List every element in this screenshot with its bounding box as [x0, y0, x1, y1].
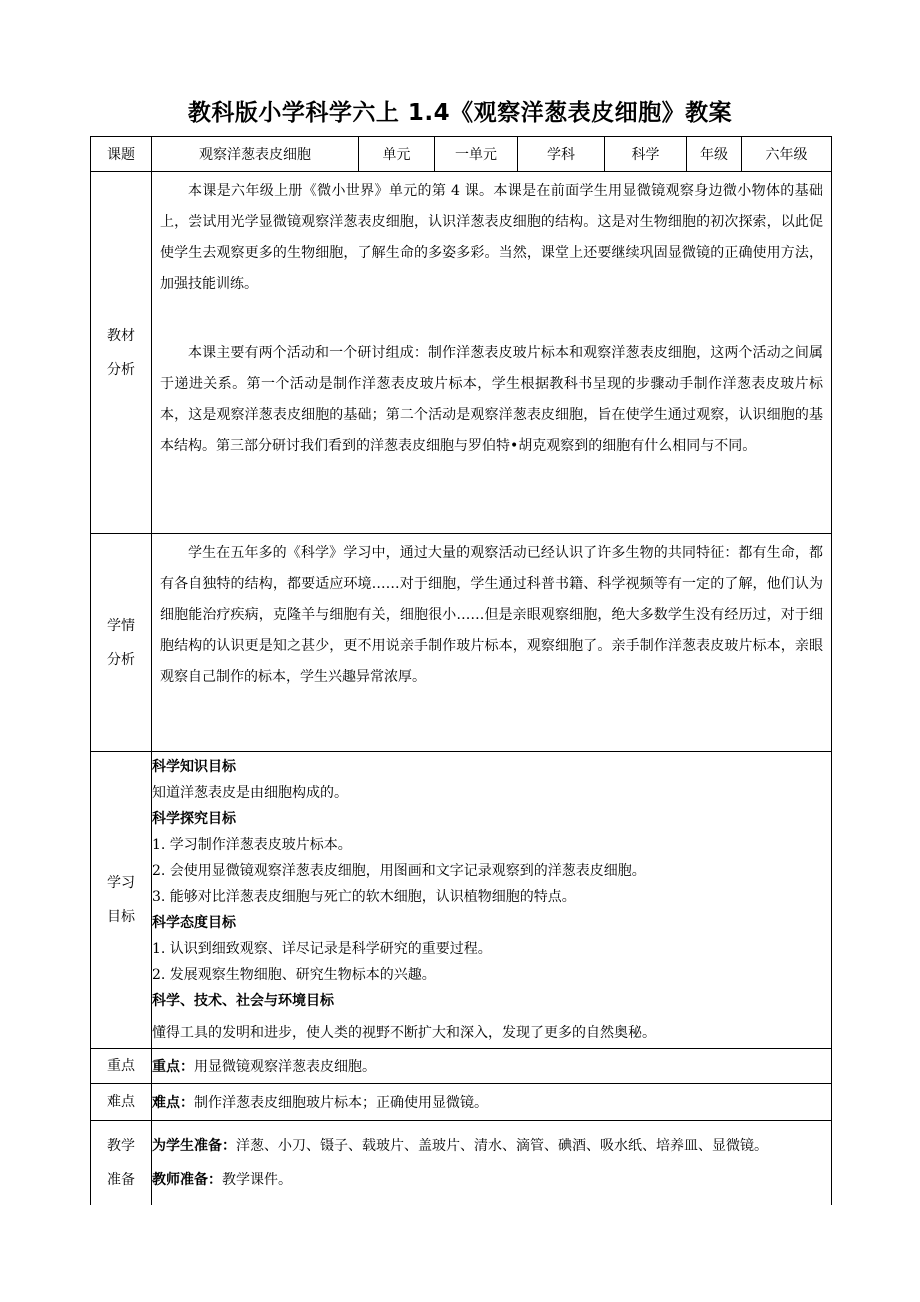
- difficulty-text: 制作洋葱表皮细胞玻片标本；正确使用显微镜。: [194, 1095, 488, 1111]
- key-point-row: [91, 1049, 832, 1084]
- preparation-row: [91, 1121, 832, 1206]
- lesson-plan-table: [90, 136, 832, 1205]
- student-analysis-content: [152, 534, 832, 752]
- key-point-prefix: 重点：: [152, 1059, 194, 1075]
- teacher-preparation-prefix: 教师准备：: [152, 1172, 222, 1188]
- goal-heading-attitude: 科学态度目标: [152, 915, 236, 931]
- subject-label: 学科: [518, 137, 605, 172]
- goal-item: 2. 发展观察生物细胞、研究生物标本的兴趣。: [152, 967, 436, 983]
- learning-goals-content: [152, 752, 832, 1049]
- goal-item: 2. 会使用显微镜观察洋葱表皮细胞，用图画和文字记录观察到的洋葱表皮细胞。: [152, 863, 646, 879]
- student-preparation-text: 洋葱、小刀、镊子、载玻片、盖玻片、清水、滴管、碘酒、吸水纸、培养皿、显微镜。: [236, 1138, 768, 1154]
- preparation-label: 教学 准备: [91, 1121, 152, 1206]
- textbook-paragraph-1: 本课是六年级上册《微小世界》单元的第 4 课。本课是在前面学生用显微镜观察身边微小物体的基础上，尝试用光学显微镜观察洋葱表皮细胞，认识洋葱表皮细胞的结构。这是对生物细胞的初次探索，以此促使学生去观察更多的生物细胞，了解生命的多姿多彩。当然，课堂上还要继续巩固显微镜的正确使用方法，加强技能训练。: [160, 183, 823, 292]
- learning-goals-row: [91, 752, 832, 1049]
- student-analysis-row: [91, 534, 832, 752]
- textbook-paragraph-2: 本课主要有两个活动和一个研讨组成：制作洋葱表皮玻片标本和观察洋葱表皮细胞，这两个活动之间属于递进关系。第一个活动是制作洋葱表皮玻片标本，学生根据教科书呈现的步骤动手制作洋葱表皮玻片标本，这是观察洋葱表皮细胞的基础；第二个活动是观察洋葱表皮细胞，旨在使学生通过观察，认识细胞的基本结构。第三部分研讨我们看到的洋葱表皮细胞与罗伯特•胡克观察到的细胞有什么相同与不同。: [160, 345, 823, 454]
- goal-item: 知道洋葱表皮是由细胞构成的。: [152, 785, 348, 801]
- unit-value: 一单元: [435, 137, 518, 172]
- grade-label: 年级: [687, 137, 742, 172]
- textbook-analysis-row: [91, 172, 832, 534]
- goal-item: 1. 学习制作洋葱表皮玻片标本。: [152, 837, 352, 853]
- goal-item: 3. 能够对比洋葱表皮细胞与死亡的软木细胞，认识植物细胞的特点。: [152, 889, 576, 905]
- difficulty-row: [91, 1084, 832, 1121]
- key-point-text: 用显微镜观察洋葱表皮细胞。: [194, 1059, 376, 1075]
- unit-label: 单元: [359, 137, 435, 172]
- goal-heading-inquiry: 科学探究目标: [152, 811, 236, 827]
- course-label: 课题: [91, 137, 152, 172]
- difficulty-prefix: 难点：: [152, 1095, 194, 1111]
- textbook-analysis-label: 教材 分析: [91, 172, 152, 534]
- goal-heading-knowledge: 科学知识目标: [152, 759, 236, 775]
- teacher-preparation: [152, 1168, 831, 1192]
- key-point-label: 重点: [91, 1049, 152, 1084]
- preparation-content: [152, 1121, 832, 1206]
- teacher-preparation-text: 教学课件。: [222, 1172, 292, 1188]
- goal-heading-sts: 科学、技术、社会与环境目标: [152, 993, 334, 1009]
- page-title: 教科版小学科学六上 1.4《观察洋葱表皮细胞》教案: [187, 100, 733, 126]
- student-paragraph: 学生在五年多的《科学》学习中，通过大量的观察活动已经认识了许多生物的共同特征：都有生命，都有各自独特的结构，都要适应环境……对于细胞，学生通过科普书籍、科学视频等有一定的了解，他们认为细胞能治疗疾病，克隆羊与细胞有关，细胞很小……但是亲眼观察细胞，绝大多数学生没有经历过，对于细胞结构的认识更是知之甚少，更不用说亲手制作玻片标本，观察细胞了。亲手制作洋葱表皮玻片标本，亲眼观察自己制作的标本，学生兴趣异常浓厚。: [160, 545, 823, 685]
- course-value: 观察洋葱表皮细胞: [152, 137, 359, 172]
- textbook-analysis-content: [152, 172, 832, 534]
- difficulty-content: [152, 1084, 832, 1121]
- subject-value: 科学: [605, 137, 687, 172]
- header-row: [91, 137, 832, 172]
- learning-goals-label: 学习 目标: [91, 752, 152, 1049]
- goal-item: 1. 认识到细致观察、详尽记录是科学研究的重要过程。: [152, 941, 492, 957]
- student-preparation-prefix: 为学生准备：: [152, 1138, 236, 1154]
- student-analysis-label: 学情 分析: [91, 534, 152, 752]
- grade-value: 六年级: [742, 137, 832, 172]
- student-preparation: [152, 1134, 831, 1158]
- key-point-content: [152, 1049, 832, 1084]
- goal-item: 懂得工具的发明和进步，使人类的视野不断扩大和深入，发现了更多的自然奥秘。: [152, 1025, 656, 1041]
- difficulty-label: 难点: [91, 1084, 152, 1121]
